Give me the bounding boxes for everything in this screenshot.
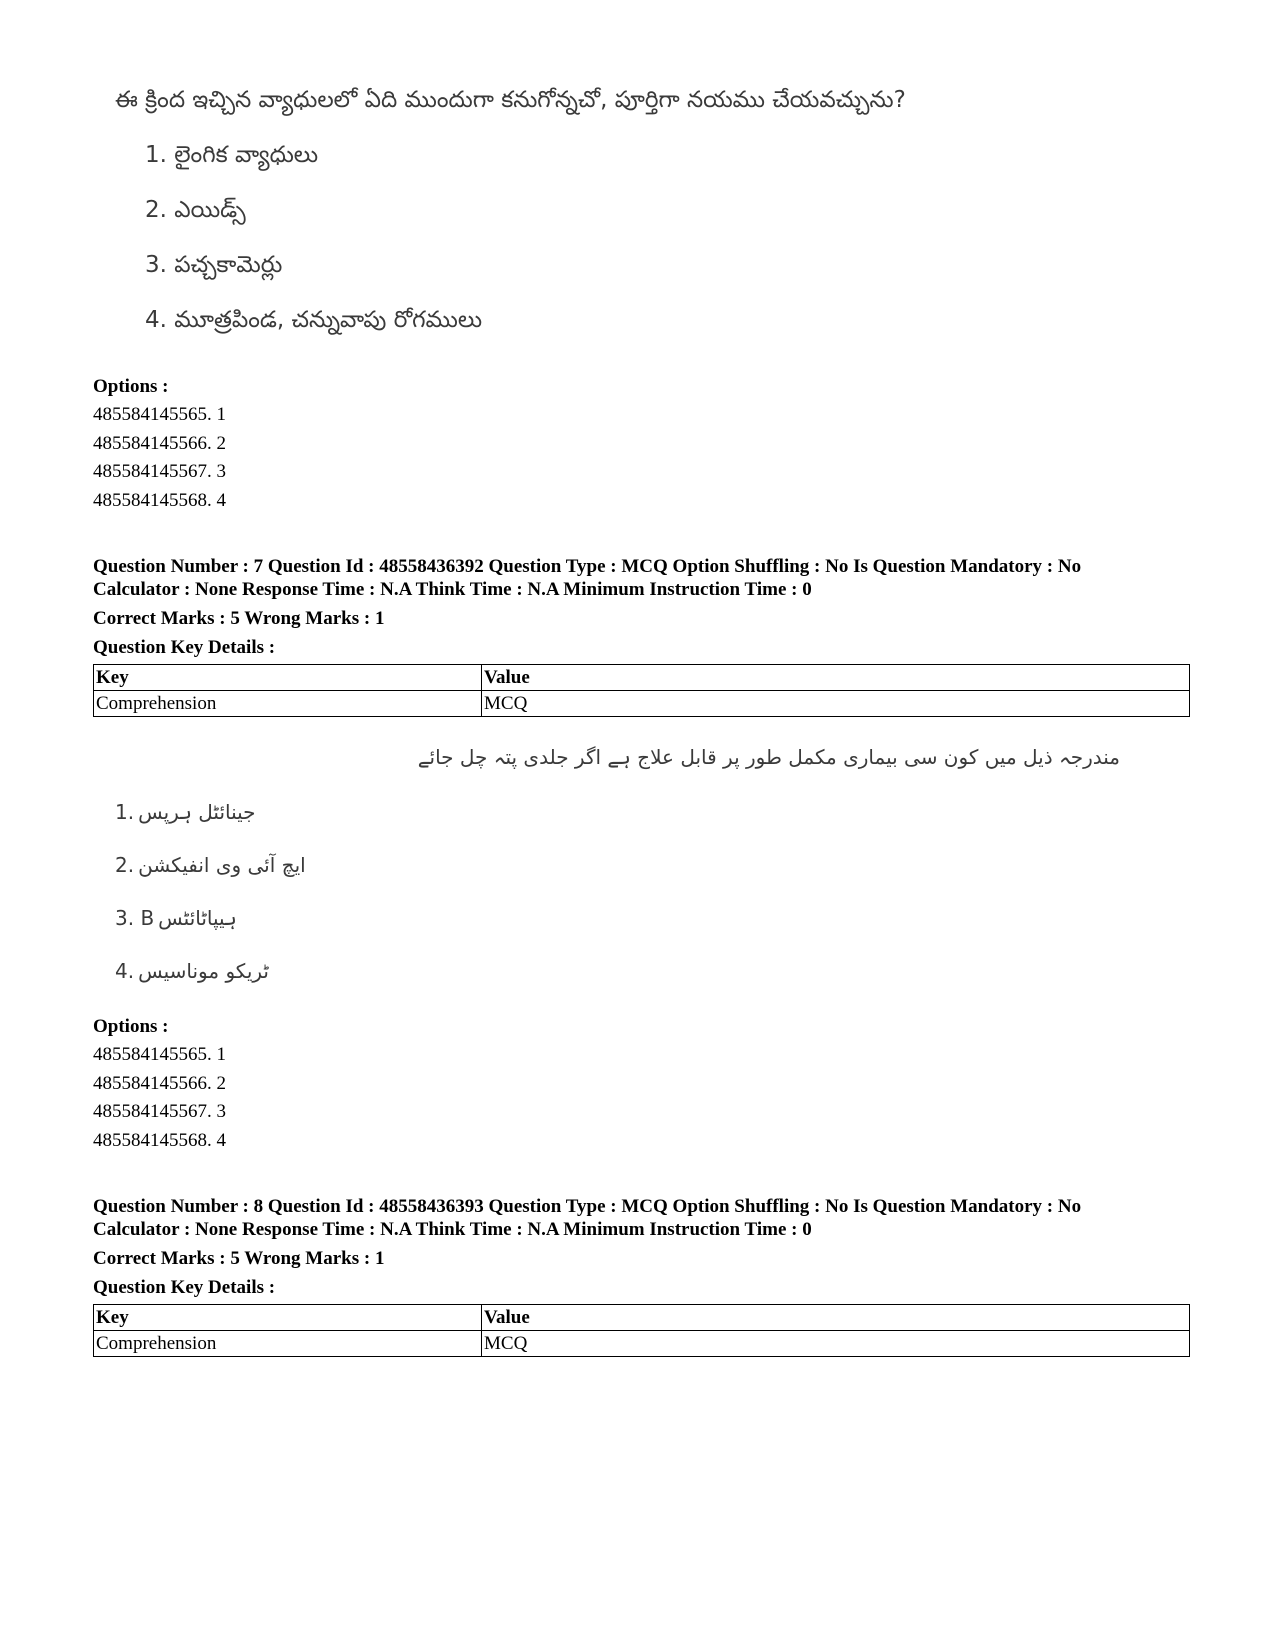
q6-option: 485584145565. 1	[93, 404, 226, 425]
q6-options-list	[93, 401, 226, 516]
q7-marks: Correct Marks : 5 Wrong Marks : 1	[93, 608, 385, 629]
q7-header-line1: Question Number : 7 Question Id : 48558436392 Question Type : MCQ Option Shuffling : No Is Question Mandatory : No	[93, 556, 1082, 577]
q7-header	[93, 555, 1203, 601]
q7-header-line2: Calculator : None Response Time : N.A Think Time : N.A Minimum Instruction Time : 0	[93, 579, 812, 600]
q8-header	[93, 1195, 1203, 1241]
q7-key-details-table	[93, 664, 1190, 717]
q7-choice-3-text: ہیپاٹائٹس	[158, 906, 237, 930]
q7-option: 485584145566. 2	[93, 1072, 226, 1094]
table-header-value: Value	[482, 1305, 1190, 1331]
table-header-value: Value	[482, 665, 1190, 691]
q6-option: 485584145567. 3	[93, 461, 226, 483]
table-row	[94, 1331, 1190, 1357]
q6-question-stem: ఈ క్రింద ఇచ్చిన వ్యాధులలో ఏది ముందుగా కనుగోన్నచో, పూర్తిగా నయము చేయవచ్చును?	[115, 87, 906, 113]
q8-marks: Correct Marks : 5 Wrong Marks : 1	[93, 1248, 385, 1269]
q6-choice-4: 4. మూత్రపిండ, చన్నువాపు రోగములు	[145, 307, 483, 333]
table-cell-key: Comprehension	[94, 1331, 482, 1357]
q7-choice-1-number: 1.	[115, 800, 135, 824]
q8-header-line2: Calculator : None Response Time : N.A Think Time : N.A Minimum Instruction Time : 0	[93, 1219, 812, 1240]
q8-header-line1: Question Number : 8 Question Id : 48558436393 Question Type : MCQ Option Shuffling : No Is Question Mandatory : No	[93, 1196, 1082, 1217]
q7-choice-2-number: 2.	[115, 853, 135, 877]
q7-choice-1	[115, 800, 256, 824]
q6-choice-2: 2. ఎయిడ్స్	[145, 197, 246, 223]
q7-option: 485584145568. 4	[93, 1130, 226, 1152]
table-row	[94, 691, 1190, 717]
q8-key-details-label: Question Key Details :	[93, 1277, 276, 1298]
table-cell-value: MCQ	[482, 1331, 1190, 1357]
q6-choice-3: 3. పచ్చకామెర్లు	[145, 252, 283, 278]
q6-option: 485584145566. 2	[93, 432, 226, 454]
table-header-key: Key	[94, 665, 482, 691]
q7-choice-4-number: 4.	[115, 959, 135, 983]
q7-choice-4-text: ٹریکو موناسیس	[138, 959, 269, 983]
q7-key-details-label: Question Key Details :	[93, 637, 276, 658]
q8-key-details-table	[93, 1304, 1190, 1357]
q7-choice-3	[115, 906, 237, 930]
q6-option: 485584145568. 4	[93, 490, 226, 512]
table-cell-key: Comprehension	[94, 691, 482, 717]
table-header-row	[94, 665, 1190, 691]
q7-options-list	[93, 1041, 226, 1156]
q7-question-stem: مندرجہ ذیل میں کون سی بیماری مکمل طور پر قابل علاج ہے اگر جلدی پتہ چل جائے	[417, 745, 1120, 769]
q7-choice-3-number: 3. B	[115, 906, 155, 930]
table-cell-value: MCQ	[482, 691, 1190, 717]
q7-option: 485584145567. 3	[93, 1101, 226, 1123]
table-header-key: Key	[94, 1305, 482, 1331]
q7-choice-1-text: جینائٹل ہرپس	[138, 800, 256, 824]
q7-choice-2-text: ایچ آئی وی انفیکشن	[138, 853, 306, 877]
q7-options-label: Options :	[93, 1016, 169, 1037]
q7-choice-2	[115, 853, 306, 877]
q7-option: 485584145565. 1	[93, 1044, 226, 1065]
q6-question-image	[115, 82, 1075, 362]
q6-choice-1: 1. లైంగిక వ్యాధులు	[145, 142, 319, 168]
table-header-row	[94, 1305, 1190, 1331]
q7-question-image	[110, 745, 1120, 995]
q7-choice-4	[115, 959, 269, 983]
q6-options-label: Options :	[93, 376, 169, 397]
